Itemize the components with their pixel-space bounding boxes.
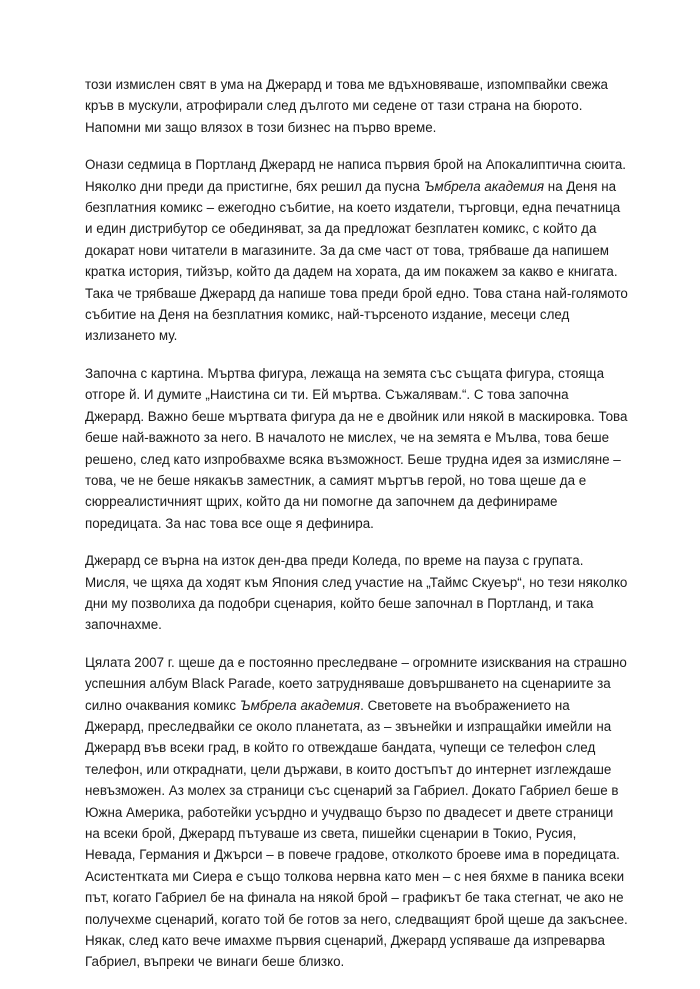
paragraph-text: Започна с картина. Мъртва фигура, лежаща на земята със същата фигура, стояща отгоре й. И думите „Наистина си ти. Ей мъртва. Съжалявам.“. С това започна Джерард. Важно беше мъртвата фигура да не е двойник или някой в маскировка. Това беше най-важното за него. В началото не мислех, че на земята е Мълва, това беше решено, след като изпробвахме всяка възможност. Беше трудна идея за измисляне – това, че не беше някакъв заместник, а самият мъртъв герой, но това щеше да е сюрреалистичният щрих, който да ни помогне да започнем да дефинираме поредицата. За нас това все още я дефинира. — [85, 365, 628, 531]
paragraph-1 — [85, 74, 630, 138]
paragraph-3 — [85, 363, 630, 534]
paragraph-text: този измислен свят в ума на Джерард и това ме вдъхновяваше, изпомпвайки свежа кръв в мускули, атрофирали след дългото ми седене от тази страна на бюрото. Напомни ми защо влязох в този бизнес на първо време. — [85, 77, 608, 135]
paragraph-text: на Деня на безплатния комикс – ежегодно събитие, на което издатели, търговци, една печатница и един дистрибутор се обединяват, за да предложат безплатен комикс, с който да докарат нови читатели в магазините. За да сме част от това, трябваше да напишем кратка история, тийзър, който да дадем на хората, да им покажем за какво е книгата. Така че трябваше Джерард да напише това преди брой едно. Това стана най-голямото събитие на Деня на безплатния комикс, най-търсеното издание, месеци след излизането му. — [85, 178, 628, 344]
paragraph-5 — [85, 652, 630, 973]
paragraph-text: . Световете на въображението на Джерард, преследвайки се около планетата, аз – звънейки и изпращайки имейли на Джерард във всеки град, в който го отвеждаше бандата, чупещи се телефон след телефон, или откраднати, цели държави, в които достъпът до интернет изглеждаше невъзможен. Аз молех за страници със сценарий за Габриел. Докато Габриел беше в Южна Америка, работейки усърдно и учудващо бързо по двадесет и двете страници на всеки брой, Джерард пътуваше из света, пишейки сценарии в Токио, Русия, Невада, Германия и Джърси – в повече градове, отколкото броеве има в поредицата. Асистентката ми Сиера е също толкова нервна като мен – с нея бяхме в паника всеки път, когато Габриел бе на финала на някой брой – графикът бе така стегнат, че ако не получехме сценарий, когато той бе готов за него, следващият брой щеше да закъснее. Някак, след като вече имахме първия сценарий, Джерард успяваше да изпреварва Габриел, въпреки че винаги беше близко. — [85, 697, 628, 970]
book-title: Ъмбрела академия — [239, 697, 361, 713]
document-page — [85, 74, 630, 989]
paragraph-text: Онази седмица в Портланд Джерард не написа първия брой на Апокалиптична сюита. Няколко дни преди да пристигне, бях решил да пусна — [85, 157, 627, 194]
paragraph-text: Джерард се върна на изток ден-два преди Коледа, по време на пауза с групата. Мисля, че щяха да ходят към Япония след участие на „Таймс Скуеър“, но тези няколко дни му позволиха да подобри сценария, който беше започнал в Портланд, и така започнахме. — [85, 553, 628, 633]
book-title: Ъмбрела академия — [423, 178, 545, 194]
paragraph-2 — [85, 154, 630, 347]
paragraph-text: Цялата 2007 г. щеше да е постоянно преследване – огромните изисквания на страшно успешния албум Black Parade, което затрудняваше довършването на сценариите за силно очаквания комикс — [85, 654, 627, 713]
paragraph-4 — [85, 550, 630, 636]
